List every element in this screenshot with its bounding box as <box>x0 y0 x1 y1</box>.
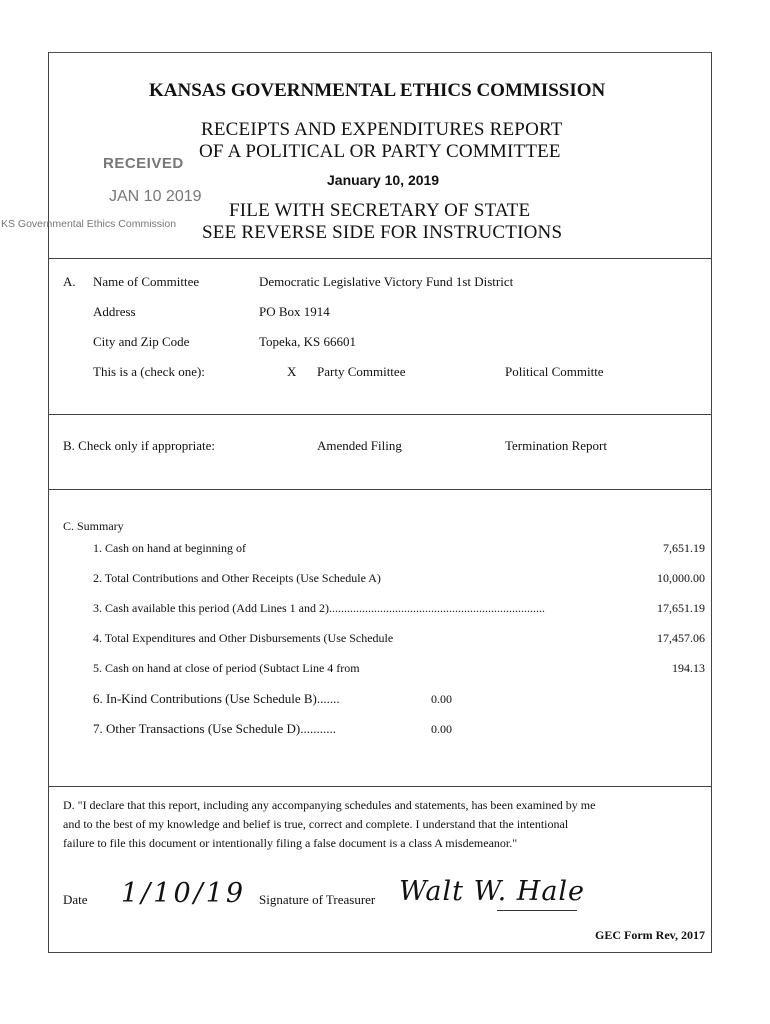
committee-type-label: This is a (check one): <box>93 364 205 379</box>
address-value: PO Box 1914 <box>259 304 330 319</box>
signature-label: Signature of Treasurer <box>259 892 376 907</box>
form-page <box>1 52 712 953</box>
termination-report-option[interactable]: Termination Report <box>505 438 607 453</box>
summary-title: C. Summary <box>63 519 124 533</box>
received-stamp: RECEIVED <box>103 155 184 172</box>
section-b-label: B. Check only if appropriate: <box>63 438 215 453</box>
divider-header <box>49 258 711 259</box>
signature-stroke <box>497 910 577 911</box>
treasurer-signature[interactable]: Walt W. Hale <box>399 876 586 907</box>
political-committee-option: Political Committe <box>505 364 604 379</box>
handwritten-date[interactable]: 1/10/19 <box>121 878 247 909</box>
inkind-label: 6. In-Kind Contributions (Use Schedule B)....... <box>93 691 340 706</box>
other-transactions-value: 0.00 <box>431 722 452 736</box>
party-committee-option: Party Committee <box>317 364 406 379</box>
committee-name-value: Democratic Legislative Victory Fund 1st District <box>259 274 514 289</box>
summary-line-value: 7,651.19 <box>663 541 705 555</box>
commission-title: KANSAS GOVERNMENTAL ETHICS COMMISSION <box>149 80 606 101</box>
summary-line-value: 194.13 <box>672 661 705 675</box>
summary-line-value: 17,651.19 <box>657 601 705 615</box>
summary-line-label: 4. Total Expenditures and Other Disbursements (Use Schedule <box>93 631 394 645</box>
report-title-line2: OF A POLITICAL OR PARTY COMMITTEE <box>199 141 561 162</box>
divider-b <box>49 489 711 490</box>
summary-line-label: 3. Cash available this period (Add Lines 1 and 2)........................................................................ <box>93 601 545 615</box>
file-with-instruction: FILE WITH SECRETARY OF STATE <box>229 200 531 221</box>
divider-a <box>49 414 711 415</box>
divider-c <box>49 786 711 787</box>
declaration-line2: and to the best of my knowledge and belief is true, correct and complete. I understand that the intentional <box>63 817 569 831</box>
amended-filing-option[interactable]: Amended Filing <box>317 438 402 453</box>
address-label: Address <box>93 304 136 319</box>
summary-line-value: 10,000.00 <box>657 571 705 585</box>
declaration-line3: failure to file this document or intentionally filing a false document is a class A misdemeanor." <box>63 836 518 850</box>
party-committee-check[interactable]: X <box>287 364 297 379</box>
form-revision: GEC Form Rev, 2017 <box>595 928 705 942</box>
committee-name-label: Name of Committee <box>93 274 200 289</box>
date-label: Date <box>63 892 88 907</box>
see-reverse-instruction: SEE REVERSE SIDE FOR INSTRUCTIONS <box>202 222 563 243</box>
inkind-value: 0.00 <box>431 692 452 706</box>
declaration-line1: D. "I declare that this report, including any accompanying schedules and statements, has been examined by me <box>63 798 596 812</box>
summary-line-label: 2. Total Contributions and Other Receipts (Use Schedule A) <box>93 571 381 585</box>
section-a-letter: A. <box>63 274 76 289</box>
city-zip-value: Topeka, KS 66601 <box>259 334 356 349</box>
other-transactions-label: 7. Other Transactions (Use Schedule D)........... <box>93 721 336 736</box>
summary-line-value: 17,457.06 <box>657 631 705 645</box>
summary-line-label: 5. Cash on hand at close of period (Subtact Line 4 from <box>93 661 360 675</box>
report-title-line1: RECEIPTS AND EXPENDITURES REPORT <box>201 119 563 140</box>
received-stamp-agency: KS Governmental Ethics Commission <box>1 218 177 230</box>
report-date: January 10, 2019 <box>327 172 440 188</box>
city-zip-label: City and Zip Code <box>93 334 190 349</box>
summary-line-label: 1. Cash on hand at beginning of <box>93 541 246 555</box>
received-stamp-date: JAN 10 2019 <box>109 188 202 205</box>
